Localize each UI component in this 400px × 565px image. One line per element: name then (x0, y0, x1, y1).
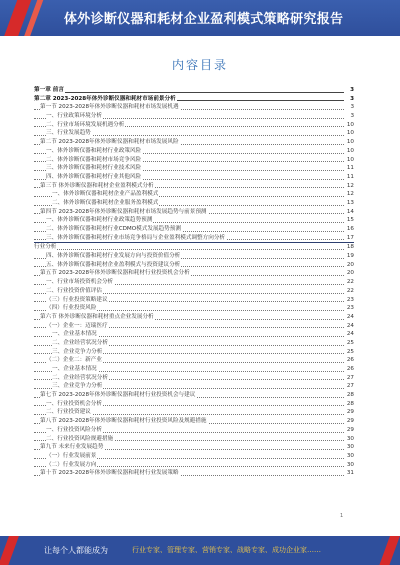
toc-entry-title: 行业分析 (34, 244, 57, 251)
toc-entry-title: 二、行业市场环境发展机遇分析 (46, 121, 125, 128)
toc-entry-title: 一、行业政策环境分析 (46, 113, 102, 120)
toc-entry-page: 16 (346, 226, 354, 232)
toc-entry-title: 三、行业发展趋势 (46, 130, 91, 137)
toc-entry-title: （二）企业二：新产业 (46, 357, 102, 364)
toc-entry[interactable] (34, 287, 354, 296)
toc-entry[interactable] (34, 330, 354, 339)
toc-entry[interactable] (34, 252, 354, 261)
toc-entry-page: 30 (346, 461, 354, 468)
toc-entry-page: 22 (346, 279, 354, 286)
toc-entry-title: 二、企业经营状况分析 (52, 339, 108, 346)
toc-entry-title: 第三节 体外诊断仪器和耗材企业盈利模式分析 (40, 182, 154, 189)
toc-leader-dots (34, 249, 344, 250)
toc-entry-title: 第十节 2023-2028年体外诊断仪器和耗材行业发展策略 (40, 470, 179, 477)
toc-entry-page: 23 (346, 296, 354, 303)
toc-entry-title: 第九节 未来行业发展趋势 (40, 444, 104, 451)
toc-entry-page: 26 (346, 366, 354, 372)
toc-entry-page: 30 (346, 435, 354, 442)
toc-entry[interactable] (34, 435, 354, 444)
toc-entry-page: 11 (346, 165, 354, 172)
toc-entry-title: 第四节 2023-2028年体外诊断仪器和耗材市场发展趋势与前景预测 (40, 208, 207, 215)
toc-entry-title: （二）行业发展方向 (46, 461, 97, 468)
toc-entry[interactable] (34, 461, 354, 470)
toc-entry[interactable] (34, 374, 354, 383)
toc-entry[interactable] (34, 417, 354, 426)
footer-red-stripe (0, 536, 21, 565)
toc-entry[interactable] (34, 408, 354, 417)
report-footer-banner (0, 536, 400, 565)
toc-entry-page: 20 (346, 261, 354, 268)
toc-entry-page: 3 (350, 104, 354, 111)
toc-entry[interactable] (34, 400, 354, 409)
toc-entry-title: 第二章 2023-2028年体外诊断仪器和耗材市场前景分析 (34, 95, 176, 102)
toc-entry-page: 10 (346, 130, 354, 137)
toc-entry-page: 12 (346, 191, 354, 198)
toc-entry-page: 29 (346, 418, 354, 425)
toc-entry-page: 31 (346, 470, 354, 477)
toc-entry-page: 3 (350, 95, 354, 102)
toc-entry-title: （一）行业发展前景 (46, 452, 97, 459)
toc-entry[interactable] (34, 322, 354, 331)
toc-entry-title: 三、体外诊断仪器和耗材行业技术风险 (46, 165, 142, 172)
toc-entry[interactable] (34, 138, 354, 147)
toc-entry-title: 第六节 体外诊断仪器和耗材重点企业发展分析 (40, 313, 154, 320)
toc-entry-title: 二、行业投资建议 (46, 409, 91, 416)
toc-entry[interactable] (34, 278, 354, 287)
toc-entry[interactable] (34, 112, 354, 121)
toc-entry[interactable] (34, 199, 354, 208)
toc-entry-page: 3 (350, 113, 354, 120)
toc-entry[interactable] (34, 243, 354, 252)
toc-entry-title: （四）行业投资风险 (46, 305, 97, 312)
toc-entry-title: 二、体外诊断仪器和耗材企业服务盈利模式 (52, 199, 159, 206)
toc-entry-title: 一、体外诊断仪器和耗材企业产品盈利模式 (52, 191, 159, 198)
toc-entry[interactable] (34, 426, 354, 435)
toc-entry-title: 第一章 前言 (34, 87, 64, 93)
toc-entry-page: 22 (346, 287, 354, 294)
toc-entry-page: 30 (346, 444, 354, 451)
toc-entry[interactable] (34, 261, 354, 270)
toc-chapter-entry[interactable] (34, 86, 354, 95)
toc-entry-title: 一、企业基本情况 (52, 366, 97, 372)
toc-heading: 内容目录 (171, 58, 228, 72)
toc-entry-page: 26 (346, 357, 354, 364)
toc-entry[interactable] (34, 296, 354, 305)
toc-entry-page: 27 (346, 383, 354, 390)
toc-entry[interactable] (34, 208, 354, 217)
toc-entry-title: 第二节 2023-2028年体外诊断仪器和耗材市场发展风险 (40, 139, 179, 146)
toc-entry[interactable] (34, 443, 354, 452)
toc-entry-page: 10 (346, 121, 354, 128)
toc-entry-title: 四、体外诊断仪器和耗材行业其他风险 (46, 173, 142, 180)
toc-entry-title: 一、行业市场投资机会分析 (46, 279, 114, 286)
toc-entry[interactable] (34, 382, 354, 391)
toc-entry-title: 三、体外诊断仪器和耗材行业市场竞争格局与企业盈利模式调整方向分析 (46, 234, 226, 241)
toc-entry-page: 10 (346, 139, 354, 146)
toc-entry[interactable] (34, 173, 354, 182)
toc-entry-page: 13 (346, 199, 354, 206)
toc-entry-page: 12 (346, 182, 354, 189)
toc-entry-page: 23 (346, 305, 354, 312)
footer-red-stripe-right (374, 536, 400, 565)
toc-entry-title: 四、体外诊断仪器和耗材行业发展方向与投资价值分析 (46, 253, 181, 260)
toc-entry-page: 24 (346, 322, 354, 329)
toc-entry[interactable] (34, 469, 354, 478)
toc-entry-page: 29 (346, 426, 354, 433)
toc-entry[interactable] (34, 190, 354, 199)
toc-entry-page: 25 (346, 348, 354, 355)
toc-entry-page: 20 (346, 270, 354, 277)
toc-entry-title: 三、企业竞争力分析 (52, 383, 103, 390)
toc-entry-title: 第五节 2023-2028年体外诊断仪器和耗材行业投资机会分析 (40, 270, 190, 277)
toc-entry-title: 二、体外诊断仪器和耗材市场竞争风险 (46, 156, 142, 163)
toc-entry-page: 29 (346, 409, 354, 416)
toc-entry-title: （一）企业一：迈瑞医疗 (46, 322, 108, 329)
toc-entry-page: 15 (346, 217, 354, 224)
report-title: 体外诊断仪器和耗材企业盈利模式策略研究报告 (64, 12, 344, 27)
toc-entry[interactable] (34, 339, 354, 348)
toc-entry-page: 3 (350, 87, 354, 93)
toc-entry[interactable] (34, 182, 354, 191)
toc-entry[interactable] (34, 225, 354, 234)
toc-entry-page: 24 (346, 313, 354, 320)
page-number: 1 (340, 513, 344, 519)
toc-entry[interactable] (34, 164, 354, 173)
toc-entry-title: 五、体外诊断仪器和耗材企业盈利模式与投资建议分析 (46, 261, 181, 268)
report-header-banner (0, 0, 400, 36)
toc-entry[interactable] (34, 313, 354, 322)
toc-leader-dots (34, 92, 344, 93)
toc-chapter-entry[interactable] (34, 95, 354, 104)
toc-entry[interactable] (34, 129, 354, 138)
toc-entry-title: 第一节 2023-2028年体外诊断仪器和耗材市场发展机遇 (40, 104, 179, 111)
toc-entry-page: 10 (346, 147, 354, 154)
toc-entry[interactable] (34, 234, 354, 244)
toc-entry-title: 第七节 2023-2028年体外诊断仪器和耗材行业投资机会与建议 (40, 392, 196, 399)
toc-entry[interactable] (34, 147, 354, 156)
toc-entry-page: 11 (346, 173, 354, 180)
toc-entry-title: 二、行业投资风险规避措施 (46, 435, 114, 442)
toc-entry-page: 25 (346, 339, 354, 346)
toc-entry[interactable] (34, 103, 354, 112)
table-of-contents (34, 86, 354, 478)
toc-entry-title: 一、体外诊断仪器和耗材行业政策趋势预测 (46, 217, 153, 224)
toc-entry[interactable] (34, 156, 354, 165)
toc-entry-title: 三、企业竞争力分析 (52, 348, 103, 355)
toc-entry[interactable] (34, 216, 354, 225)
toc-entry-page: 30 (346, 452, 354, 459)
toc-entry[interactable] (34, 269, 354, 278)
toc-entry[interactable] (34, 391, 354, 400)
toc-entry[interactable] (34, 348, 354, 357)
toc-entry[interactable] (34, 356, 354, 365)
toc-entry[interactable] (34, 121, 354, 130)
toc-entry-page: 17 (346, 234, 354, 241)
toc-entry[interactable] (34, 452, 354, 461)
footer-slogan: 让每个人都能成为 (44, 546, 108, 555)
toc-entry-title: 一、体外诊断仪器和耗材行业政策风险 (46, 147, 142, 154)
toc-entry[interactable] (34, 365, 354, 374)
toc-entry-title: 一、企业基本情况 (52, 331, 97, 338)
toc-entry-page: 19 (346, 253, 354, 260)
toc-entry-page: 14 (346, 208, 354, 215)
toc-entry[interactable] (34, 304, 354, 313)
toc-entry-title: 一、行业投资风险分析 (46, 426, 102, 433)
toc-entry-page: 27 (346, 374, 354, 381)
toc-entry-page: 28 (346, 392, 354, 399)
toc-entry-page: 24 (346, 331, 354, 338)
toc-entry-title: 一、行业投资机会分析 (46, 400, 102, 407)
toc-entry-page: 10 (346, 156, 354, 163)
toc-entry-title: 二、行业投资价值评估 (46, 287, 102, 294)
toc-entry-title: 二、体外诊断仪器和耗材行业CDMO模式发展趋势预测 (46, 226, 181, 232)
toc-entry-page: 18 (346, 244, 354, 251)
toc-entry-title: 第八节 2023-2028年体外诊断仪器和耗材行业投资风险及规避措施 (40, 418, 207, 425)
toc-entry-title: （三）行业投资策略建议 (46, 296, 108, 303)
footer-tagline: 行业专家、管理专家、营销专家、战略专家、成功企业家…… (132, 546, 321, 554)
toc-entry-page: 28 (346, 400, 354, 407)
toc-entry-title: 二、企业经营状况分析 (52, 374, 108, 381)
